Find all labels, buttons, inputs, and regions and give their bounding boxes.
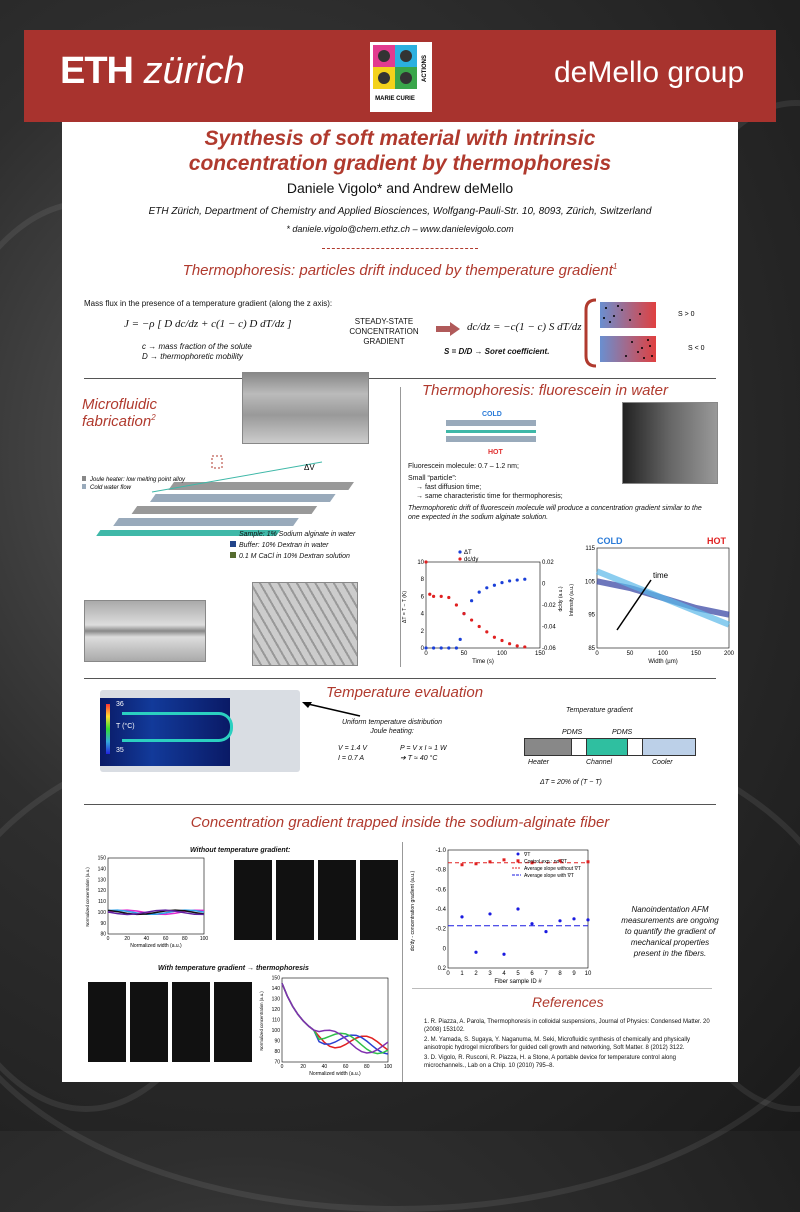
soret-definition: S = D/D → Soret coefficient.	[444, 347, 550, 356]
y2-tick-label: 0.02	[542, 560, 554, 566]
fiber-image	[172, 982, 210, 1062]
y-tick-label: 100	[271, 1028, 280, 1035]
svg-text:COLD: COLD	[482, 411, 502, 418]
flux-equation: J = −ρ [ D dc/dz + c(1 − c) D dT/dz ]	[124, 318, 292, 330]
x-tick-label: 4	[502, 971, 506, 977]
legend-marker	[458, 557, 461, 560]
y-tick-label: 10	[417, 560, 424, 566]
y2-tick-label: 0	[542, 581, 546, 588]
without-gradient-label: Without temperature gradient:	[190, 847, 291, 854]
data-point-dcdy	[428, 593, 431, 596]
data-point-control	[475, 862, 478, 865]
x-tick-label: 0	[595, 651, 599, 657]
x-tick-label: 100	[199, 936, 209, 942]
without-gradient-chart	[84, 854, 214, 954]
data-point-dcdy	[447, 596, 450, 599]
data-point-dcdy	[493, 636, 496, 639]
data-point-delta-t	[447, 646, 450, 649]
svg-text:ΔV: ΔV	[304, 463, 315, 472]
x-axis-label: Time (s)	[472, 659, 494, 665]
y-tick-label: 0.2	[437, 966, 446, 972]
device-photo	[100, 690, 300, 772]
y-tick-label: 150	[271, 975, 280, 982]
with-gradient-chart	[258, 974, 398, 1084]
cacl-swatch	[230, 552, 236, 558]
data-point-gradient	[544, 930, 547, 933]
x-tick-label: 7	[544, 971, 548, 977]
microfluidic-title: Microfluidic fabrication$^2$	[82, 396, 158, 430]
y-tick-label: -0.6	[435, 887, 446, 894]
affiliation: ETH Zürich, Department of Chemistry and Applied Biosciences, Wolfgang-Pauli-Str. 10, 8093, Zürich, Switzerland	[148, 206, 652, 217]
authors: Daniele Vigolo* and Andrew deMello	[286, 180, 514, 196]
data-point-dcdy	[500, 639, 503, 642]
y-tick-label: 95	[588, 612, 595, 619]
fluorescein-bullets: Fluorescein molecule: 0.7 – 1.2 nm; Small “particle”: → fast diffusion time; → same characteristic time for thermophoresis; Thermophoretic drift of fluorescein molecule will produce a concentration gradient similar to the one expected in the sodium alginate solution.	[408, 463, 702, 521]
data-point-dcdy	[523, 645, 526, 648]
legend-label: Average slope with ∇T	[524, 873, 574, 879]
delta-t-formula: ΔT = 20% of (T − T)	[540, 779, 602, 786]
y-tick-label: 130	[97, 877, 106, 884]
legend-marker	[517, 853, 520, 856]
x-tick-label: 100	[657, 651, 669, 657]
data-point-delta-t	[459, 638, 462, 641]
x-tick-label: 100	[383, 1064, 393, 1070]
divider	[84, 678, 716, 679]
fluorescein-title: Thermophoresis: fluorescein in water	[422, 382, 668, 399]
demello-group-logo: deMello group	[554, 56, 745, 89]
gradient-bar	[524, 738, 696, 756]
x-tick-label: 150	[534, 651, 546, 657]
x-tick-label: 20	[300, 1064, 306, 1070]
x-tick-label: 50	[626, 651, 634, 657]
data-point-control	[503, 858, 506, 861]
x-tick-label: 1	[460, 971, 464, 977]
gradient-equation: dc/dz = −c(1 − c) S dT/dz	[467, 321, 582, 333]
x-axis-label: Normalized width (a.u.)	[130, 943, 182, 949]
y-tick-label: 105	[584, 579, 595, 586]
y-axis-label: Intensity (a.u.)	[569, 583, 575, 617]
buffer-swatch	[230, 541, 236, 547]
x-tick-label: 0	[280, 1064, 284, 1070]
y-tick-label: 115	[585, 546, 595, 552]
y2-tick-label: -0.06	[542, 646, 556, 652]
x-tick-label: 200	[723, 651, 735, 657]
x-tick-label: 40	[143, 936, 150, 942]
cold-hot-device-icon	[442, 404, 542, 460]
y-tick-label: -1.0	[435, 848, 446, 854]
divider	[84, 378, 716, 379]
temp-gradient-label: Temperature gradient	[566, 707, 633, 714]
y-tick-label: 80	[100, 931, 106, 938]
x-axis-label: Normalized width (a.u.)	[309, 1071, 361, 1077]
channel-block	[587, 739, 627, 755]
y-tick-label: 2	[420, 628, 424, 635]
y2-tick-label: -0.04	[542, 624, 556, 631]
temp-36: 36	[116, 701, 124, 708]
svg-text:MARIE CURIE: MARIE CURIE	[375, 96, 415, 102]
y-tick-label: 0	[442, 946, 446, 953]
svg-text:HOT: HOT	[488, 449, 503, 456]
header-banner	[24, 30, 776, 122]
fiber-image	[276, 860, 314, 940]
cooler-label: Cooler	[652, 759, 673, 766]
data-point-dcdy	[432, 595, 435, 598]
arrow-icon	[302, 700, 362, 720]
x-tick-label: 80	[364, 1064, 370, 1070]
data-point-gradient	[558, 919, 561, 922]
temperature-colorbar	[106, 704, 110, 754]
fiber-image	[360, 860, 398, 940]
title-line-1: Synthesis of soft material with intrinsic	[204, 127, 596, 150]
column-divider	[402, 842, 403, 1082]
data-point-dcdy	[508, 642, 511, 645]
current: I = 0.7 A	[338, 755, 365, 762]
x-tick-label: 40	[321, 1064, 328, 1070]
x-tick-label: 60	[162, 936, 169, 942]
x-tick-label: 10	[584, 971, 592, 977]
svg-text:S > 0: S > 0	[678, 311, 695, 318]
data-point-control	[489, 860, 492, 863]
reference-3: 3. D. Vigolo, R. Rusconi, R. Piazza, H. a Stone, A portable device for temperature control along microchannels., Lab on a Chip. 10 (2010) 795–8.	[424, 1055, 677, 1069]
plot-frame	[426, 562, 540, 648]
time-label: time	[653, 571, 669, 580]
legend-marker	[458, 550, 461, 553]
fiber-image	[88, 982, 126, 1062]
legend-label: ΔT	[464, 550, 472, 556]
y-tick-label: 90	[100, 920, 106, 927]
data-point-delta-t	[440, 646, 443, 649]
x-axis-label: Fiber sample ID #	[494, 979, 542, 985]
data-point-delta-t	[455, 646, 458, 649]
data-point-delta-t	[493, 584, 496, 587]
x-tick-label: 80	[182, 936, 188, 942]
svg-text:ACTIONS: ACTIONS	[422, 55, 428, 82]
y-tick-label: 4	[420, 611, 424, 618]
svg-text:S < 0: S < 0	[688, 345, 705, 352]
x-tick-label: 20	[124, 936, 130, 942]
x-tick-label: 2	[474, 971, 478, 977]
legend-sample: Sample: 1% Sodium alginate in water	[230, 530, 355, 539]
y-tick-label: 130	[271, 996, 280, 1003]
with-gradient-label: With temperature gradient → thermophoresis	[158, 965, 309, 972]
channel-label: Channel	[586, 759, 613, 766]
data-point-delta-t	[424, 646, 427, 649]
mass-flux-text: Mass flux in the presence of a temperature gradient (along the z axis):	[84, 299, 333, 308]
soret-illustration	[582, 298, 732, 368]
y2-axis-label: dc/dy (a.u.)	[558, 586, 564, 612]
x-axis-label: Width (µm)	[648, 659, 678, 665]
fiber-image	[318, 860, 356, 940]
eth-zurich-logo: ETH zürich	[60, 50, 245, 92]
x-tick-label: 8	[558, 971, 562, 977]
x-tick-label: 0	[424, 651, 428, 657]
legend-label: dc/dy	[464, 557, 479, 563]
c-definition: c → mass fraction of the solute	[142, 342, 252, 351]
divider	[322, 248, 478, 249]
temperature-result: ➔ T ≈ 40 °C	[400, 755, 438, 762]
hot-label: HOT	[707, 536, 726, 546]
pdms-block	[571, 739, 587, 755]
concentration-gradient-title: Concentration gradient trapped inside the sodium-alginate fiber	[190, 814, 610, 831]
x-tick-label: 50	[460, 651, 468, 657]
x-tick-label: 100	[496, 651, 508, 657]
pdms-block	[627, 739, 643, 755]
data-point-delta-t	[485, 586, 488, 589]
voltage: V = 1.4 V	[338, 745, 367, 752]
pdms-label-1: PDMS	[562, 729, 583, 736]
data-point-gradient	[586, 918, 589, 921]
channel-micrograph-top	[242, 372, 369, 444]
plot-frame	[282, 978, 388, 1062]
junction-micrograph	[84, 600, 206, 662]
uniform-text: Uniform temperature distribution Joule heating:	[342, 719, 442, 735]
x-tick-label: 0	[446, 971, 450, 977]
x-tick-label: 60	[342, 1064, 349, 1070]
data-point-dcdy	[516, 644, 519, 647]
section-thermophoresis-title: Thermophoresis: particles drift induced by themperature gradient$^1$	[182, 262, 618, 279]
data-point-gradient	[488, 912, 491, 915]
y-tick-label: 85	[588, 646, 595, 652]
data-point-control	[587, 860, 590, 863]
y-tick-label: 80	[274, 1049, 280, 1056]
data-point-dcdy	[485, 630, 488, 633]
y-tick-label: 0	[420, 646, 424, 652]
data-point-dcdy	[470, 618, 473, 621]
x-tick-label: 150	[690, 651, 702, 657]
y-tick-label: 100	[97, 909, 106, 916]
fiber-image	[130, 982, 168, 1062]
sample-swatch	[230, 530, 236, 536]
y-tick-label: 140	[271, 986, 280, 993]
temperature-evaluation-title: Temperature evaluation	[326, 684, 484, 701]
delta-t-chart	[400, 546, 570, 672]
data-point-delta-t	[470, 599, 473, 602]
data-point-dcdy	[440, 595, 443, 598]
data-point-gradient	[530, 922, 533, 925]
data-point-gradient	[502, 953, 505, 956]
dt-definition: D → thermophoretic mobility	[142, 352, 243, 361]
data-point-dcdy	[462, 612, 465, 615]
x-tick-label: 0	[106, 936, 110, 942]
y-tick-label: 120	[271, 1007, 280, 1014]
data-point-delta-t	[432, 646, 435, 649]
steady-state-label: STEADY-STATE CONCENTRATION GRADIENT	[349, 317, 419, 346]
data-point-gradient	[516, 907, 519, 910]
thermal-channel	[122, 712, 233, 742]
data-point-gradient	[474, 951, 477, 954]
y-tick-label: -0.2	[435, 926, 446, 933]
data-point-delta-t	[478, 591, 481, 594]
data-point-delta-t	[523, 578, 526, 581]
legend-marker	[517, 860, 520, 863]
contact-email: * daniele.vigolo@chem.ethz.ch – www.danielevigolo.com	[286, 224, 514, 234]
data-point-delta-t	[508, 579, 511, 582]
y-tick-label: 110	[98, 899, 106, 906]
x-tick-label: 6	[530, 971, 534, 977]
data-point-dcdy	[455, 603, 458, 606]
temp-unit: T (°C)	[116, 723, 135, 730]
y-tick-label: 150	[97, 855, 106, 862]
data-point-delta-t	[516, 578, 519, 581]
reference-list	[424, 1018, 714, 1070]
power: P = V x I ≈ 1 W	[400, 745, 447, 752]
svg-text:Cold water flow: Cold water flow	[90, 485, 132, 491]
legend-label: Average slope without ∇T	[524, 866, 581, 872]
fiber-image	[214, 982, 252, 1062]
data-point-dcdy	[424, 560, 427, 563]
reference-1: 1. R. Piazza, A. Parola, Thermophoresis in colloidal suspensions, Journal of Physics: Condensed Matter. 20 (2008) 153102.	[424, 1019, 710, 1033]
x-tick-label: 5	[516, 971, 520, 977]
y-tick-label: 8	[420, 577, 424, 584]
temp-35: 35	[116, 747, 124, 754]
data-point-gradient	[460, 915, 463, 918]
data-point-dcdy	[478, 625, 481, 628]
plot-frame	[108, 858, 204, 934]
marie-curie-actions-logo	[370, 42, 432, 112]
data-point-control	[461, 863, 464, 866]
y-tick-label: 70	[274, 1059, 280, 1066]
poster	[62, 122, 738, 1082]
y-tick-label: 140	[97, 866, 106, 873]
fiber-micrograph	[252, 582, 358, 666]
profile-line	[282, 983, 388, 1050]
reference-2: 2. M. Yamada, S. Sugaya, Y. Naganuma, M. Seki, Microfluidic synthesis of chemically and physically anisotropic hydrogel microfibers for guided cell growth and networking, Soft Matter. 8 (2012) 3122.	[424, 1037, 691, 1051]
svg-text:Joule heater: low melting poin: Joule heater: low melting point alloy	[90, 477, 186, 483]
legend-buffer: Buffer: 10% Dextran in water	[230, 541, 329, 550]
x-tick-label: 9	[572, 971, 576, 977]
fiber-gradient-chart	[408, 840, 608, 1000]
x-tick-label: 3	[488, 971, 492, 977]
y-axis-label: Normalized concentration (a.u.)	[259, 991, 264, 1051]
y-tick-label: -0.4	[435, 907, 446, 913]
references-title: References	[532, 994, 604, 1010]
y-tick-label: -0.8	[435, 867, 446, 874]
intensity-width-chart	[567, 534, 737, 672]
divider	[412, 988, 712, 989]
divider	[84, 804, 716, 805]
y-tick-label: 110	[272, 1017, 280, 1024]
legend-label: ∇T	[524, 852, 531, 858]
arrow-icon	[436, 322, 460, 336]
data-point-delta-t	[500, 581, 503, 584]
profile-line	[282, 983, 388, 1053]
legend-label: Control exp.: no ∇T	[524, 859, 568, 865]
y-axis-label: Normalized concentration (a.u.)	[85, 867, 90, 927]
title-line-2: concentration gradient by thermophoresis	[188, 152, 612, 175]
y-axis-label: ΔT = T − T (K)	[402, 590, 408, 624]
nanoindentation-note: Nanoindentation AFM measurements are ongoing to quantify the gradient of mechanical properties present in the fibers.	[621, 905, 719, 958]
cooler-block	[643, 739, 695, 755]
data-point-gradient	[572, 917, 575, 920]
y2-tick-label: -0.02	[542, 603, 556, 609]
legend-cacl2: 0.1 M CaCl in 10% Dextran solution	[230, 552, 350, 561]
heater-label: Heater	[528, 759, 550, 766]
y-tick-label: 90	[274, 1038, 280, 1045]
y-axis-label: dc/dy - concentration gradient (a.u.)	[410, 870, 416, 952]
heater-block	[525, 739, 571, 755]
y-tick-label: 6	[420, 594, 424, 601]
pdms-label-2: PDMS	[612, 729, 633, 736]
profile-line	[282, 983, 388, 1054]
y-tick-label: 120	[97, 888, 106, 895]
cold-label: COLD	[597, 536, 623, 546]
fiber-image	[234, 860, 272, 940]
